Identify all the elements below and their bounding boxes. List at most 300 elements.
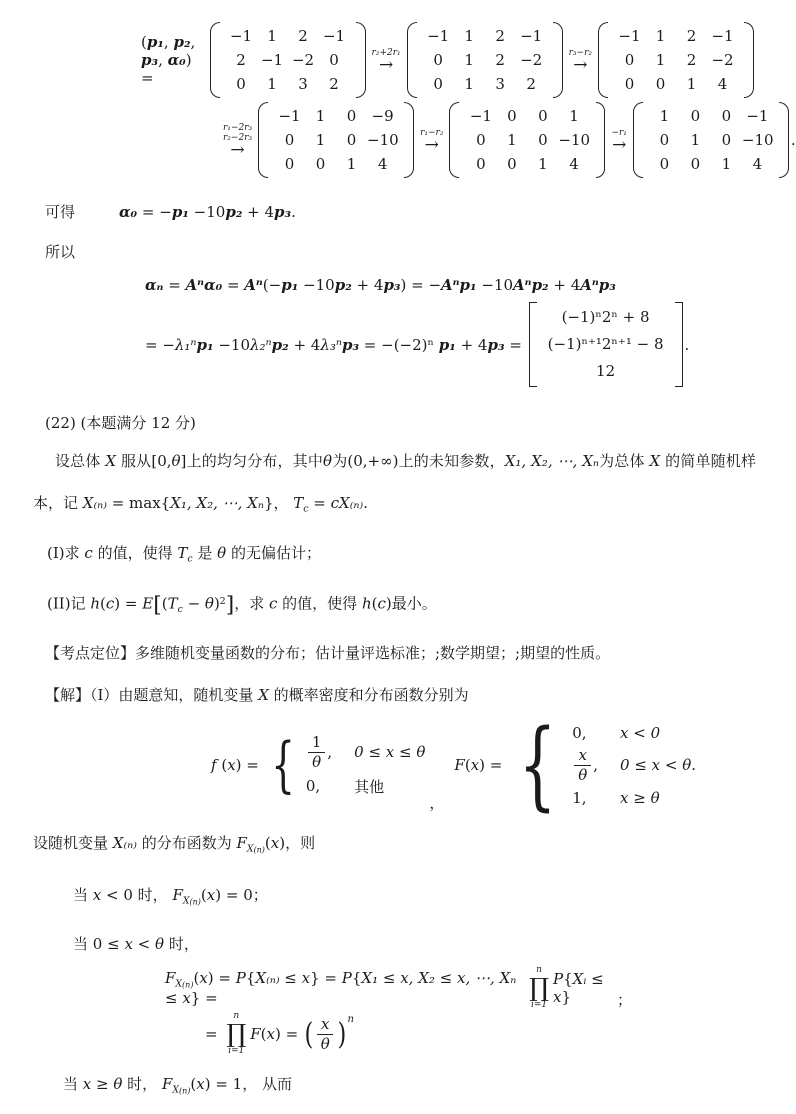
row-op-label: −r₁ (611, 127, 627, 138)
matrix-cell: 2 (495, 51, 505, 69)
arrow-icon: → (573, 54, 588, 75)
text-token: ) (385, 594, 392, 613)
text-token: p₂ (225, 203, 243, 221)
text-token: p₁ (459, 276, 477, 294)
matrix-cell: 0 (721, 107, 732, 125)
cdf-case-2-value (572, 747, 598, 784)
row-op-arrow-4 (420, 128, 443, 153)
right-bracket (675, 302, 683, 387)
product-upper-limit: n (233, 1011, 240, 1022)
text-token: ) = (479, 756, 508, 775)
arrow-icon: → (424, 134, 439, 155)
text-token: ) = (235, 756, 264, 775)
matrix-cell: 1 (267, 75, 277, 93)
big-left-paren: ( (304, 1016, 314, 1052)
text-token: P (235, 968, 246, 987)
text-token: p₃ (383, 276, 401, 294)
text-token: 服从 (116, 452, 152, 470)
product-symbol: ∏ (529, 973, 550, 1003)
right-paren (553, 22, 563, 98)
matrix-cell: 1 (464, 75, 474, 93)
text-token: − (182, 594, 205, 613)
left-brace: { (270, 730, 295, 801)
vector-grid (537, 302, 675, 387)
text-token: + 4 (548, 276, 581, 294)
fraction-1-over-theta (308, 734, 326, 771)
text-token: F (236, 834, 247, 853)
suoyi-label: 所以 (45, 243, 76, 261)
text-token: α₀ (119, 203, 138, 221)
matrix-cell: −9 (371, 107, 394, 125)
matrix-cell: 0 (721, 131, 732, 149)
matrix-cell: 0 (476, 131, 486, 149)
text-token: θ (217, 544, 227, 563)
fraction-x-over-theta (317, 1016, 334, 1053)
matrix-cell: 0 (236, 75, 246, 93)
cdf-function-name (454, 756, 507, 774)
text-token: f (211, 756, 217, 775)
text-token: X₁ ≤ x, X₂ ≤ x, ⋯, Xₙ ≤ x (165, 968, 522, 1008)
matrix-cell: 0 (624, 75, 635, 93)
matrix-cell: −2 (291, 51, 315, 69)
text-token: 设随机变量 (33, 834, 113, 853)
matrix-cell: 2 (236, 51, 246, 69)
matrix-cell: 2 (298, 27, 308, 45)
piecewise-definitions (211, 709, 756, 822)
text-token: 记 (70, 594, 91, 613)
text-token: α₀ (204, 276, 223, 294)
solution-intro-line (45, 683, 756, 707)
matrix-cell: 1 (464, 27, 474, 45)
matrix-cell: 2 (686, 51, 697, 69)
text-token: (n) (253, 845, 265, 855)
text-token: x (196, 1075, 205, 1094)
matrix-2-grid (418, 22, 552, 98)
line-end-semicolon: ； (616, 991, 632, 1010)
text-token: , (158, 51, 168, 69)
text-token: ) = (207, 968, 236, 987)
text-token: ( (193, 968, 200, 987)
matrix-cell: (−1)ⁿ2ⁿ + 8 (561, 308, 650, 326)
matrix-3 (598, 22, 754, 98)
matrix-equation-line-1 (141, 22, 756, 98)
text-token: ] (180, 452, 187, 470)
matrix-cell: −1 (427, 27, 450, 45)
matrix-4-grid (269, 102, 403, 178)
text-token: −10 (476, 276, 514, 294)
text-token: (II) (47, 594, 71, 613)
text-token: h (90, 594, 101, 613)
text-token: p₁ (196, 335, 214, 354)
right-paren (596, 102, 606, 178)
text-token: { (245, 968, 256, 987)
row-op-arrow-2 (569, 48, 592, 73)
text-token: 的无偏估计； (226, 544, 321, 563)
right-paren (744, 22, 754, 98)
matrix-cell: 0 (284, 155, 295, 173)
text-token: } (263, 494, 274, 512)
text-token: 为总体 (598, 452, 650, 470)
text-token: p₃ (341, 335, 360, 354)
text-token: 0 ≤ (92, 935, 125, 954)
row-op-label: r₂+2r₁ (371, 47, 401, 58)
text-token: x (301, 968, 311, 987)
kede-label: 可得 (45, 203, 76, 221)
text-token: 上的均匀分布，其中 (186, 452, 323, 470)
matrix-cell: 1 (569, 107, 579, 125)
matrix-cell: 2 (686, 27, 697, 45)
text-token: 时， (137, 885, 173, 904)
matrix-cell: 3 (298, 75, 308, 93)
text-token: p₁ (438, 335, 456, 354)
text-token: + 4 (455, 335, 488, 354)
text-token: X (246, 843, 254, 855)
text-token: = max (106, 494, 161, 512)
text-token: x (82, 1075, 92, 1094)
matrix-cell: 1 (690, 131, 701, 149)
text-token: ) (213, 594, 220, 613)
text-token: + 4 (242, 203, 275, 221)
matrix-cell: 0 (659, 155, 670, 173)
period: . (684, 335, 690, 354)
arrow-icon: → (612, 134, 627, 155)
text-token: 的值，使得 (92, 544, 178, 563)
text-token: . (291, 203, 296, 221)
right-paren (779, 102, 789, 178)
text-token: 时， (122, 1075, 162, 1094)
matrix-cell: 4 (717, 75, 728, 93)
text-token: X (649, 452, 661, 470)
numerator: x (574, 747, 590, 766)
text-token: c (377, 594, 386, 613)
text-token: X (105, 452, 117, 470)
product-operator (226, 1012, 246, 1056)
text-token: F (250, 1025, 261, 1044)
text-token: 的概率密度和分布函数分别为 (268, 686, 469, 705)
text-token: 【解】（I）由题意知，随机变量 (45, 686, 259, 705)
text-token: x (92, 885, 102, 904)
matrix-cell: 1 (686, 75, 697, 93)
matrix-cell: 1 (659, 107, 670, 125)
matrix-cell: −1 (278, 107, 301, 125)
text-token: ； (252, 885, 268, 904)
text-token: { (351, 968, 362, 987)
matrix-cell: 12 (596, 362, 616, 380)
text-token: P (341, 968, 352, 987)
text-token: x (199, 968, 208, 987)
text-token: = − (137, 203, 172, 221)
text-token: ) = (141, 51, 197, 87)
text-token: (n) (182, 980, 194, 990)
text-token: ≤ (279, 968, 302, 987)
left-brace: { (518, 709, 557, 822)
cdf-case-2-condition: 0 ≤ x < θ. (620, 756, 697, 775)
matrix-cell: 1 (538, 155, 548, 173)
text-token: X (172, 1084, 179, 1096)
denominator: θ (312, 752, 322, 771)
matrix-cell: −1 (469, 107, 492, 125)
matrix-cell: 0 (346, 107, 357, 125)
text-token: ] (225, 591, 235, 617)
row-op-label: r₂−2r₃ (223, 132, 253, 143)
matrix-cell: 0 (346, 131, 357, 149)
cdf-case-1-condition: x < 0 (620, 723, 661, 742)
left-paren (258, 102, 268, 178)
text-token: 是 (192, 544, 218, 563)
density-function-name (211, 756, 264, 774)
cdf-product-equation-line-2 (205, 1012, 756, 1056)
fraction-x-over-theta (574, 747, 591, 784)
text-token: [ (153, 591, 162, 617)
text-token: 本，记 (33, 494, 83, 512)
matrix-cell: 0 (538, 131, 548, 149)
big-right-paren: ) (337, 1016, 346, 1052)
matrix-3-grid (609, 22, 743, 98)
matrix-1 (210, 22, 366, 98)
text-token: , (190, 33, 201, 51)
matrix-cell: 0 (507, 107, 517, 125)
text-token: θ (323, 452, 333, 470)
text-token: Aⁿ (441, 276, 460, 294)
right-paren (404, 102, 414, 178)
matrix-cell: 4 (377, 155, 388, 173)
text-token: 当 (63, 1075, 83, 1094)
text-token: 2 (219, 595, 226, 607)
left-paren (407, 22, 417, 98)
text-token: X (182, 895, 190, 907)
matrix-cell: −2 (711, 51, 734, 69)
text-token: E (142, 594, 154, 613)
matrix-6-grid (644, 102, 778, 178)
text-token: ) = − (400, 276, 442, 294)
text-token: } (561, 988, 572, 1007)
alpha-n-equation-line-2 (145, 302, 756, 387)
matrix-cell: −1 (260, 51, 284, 69)
product-upper-limit: n (536, 965, 542, 976)
text-token: T (293, 494, 304, 512)
cdf-case-3-value: 1, (572, 788, 587, 807)
arrow-icon: → (378, 54, 394, 75)
numerator: 1 (308, 734, 326, 753)
cdf-equation-left (165, 969, 525, 1007)
matrix-cell: 1 (655, 27, 666, 45)
text-token: c (177, 603, 183, 615)
text-token: p₃ (598, 276, 616, 294)
text-token: θ (171, 452, 181, 470)
cdf-cases (572, 724, 696, 807)
case-x-ge-theta (63, 1072, 756, 1103)
text-token: X₁, X₂, ⋯, Xₙ (504, 452, 599, 470)
text-token: −10 (188, 203, 226, 221)
matrix-cell: −1 (618, 27, 641, 45)
matrix-cell: 1 (464, 51, 474, 69)
text-token: } = (190, 989, 223, 1008)
matrix-cell: 0 (284, 131, 295, 149)
text-token: = (308, 494, 331, 512)
text-token: F (172, 885, 183, 904)
text-token: p₁ (171, 203, 189, 221)
text-token: = (504, 335, 527, 354)
matrix-cell: 0 (329, 51, 339, 69)
comma: , (327, 743, 333, 762)
denominator: θ (578, 765, 588, 784)
text-token: −10 (213, 335, 251, 354)
matrix-cell: 1 (507, 131, 517, 149)
text-token: αₙ (145, 276, 164, 294)
text-token: 为 (332, 452, 348, 470)
problem-setup-line-2 (33, 491, 756, 521)
text-token: 当 (73, 885, 93, 904)
text-token: (0,+∞) (347, 452, 399, 470)
text-token: c (269, 594, 278, 613)
text-token: (− (262, 276, 282, 294)
text-token: 求 (64, 544, 85, 563)
matrix-cell: 3 (495, 75, 505, 93)
text-token: ， (273, 494, 294, 512)
text-token: x (227, 756, 236, 775)
matrix-cell: −1 (711, 27, 734, 45)
row-op-arrow-5 (611, 128, 626, 153)
matrix-cell: 0 (624, 51, 635, 69)
matrix-cell: 0 (538, 107, 548, 125)
matrix-cell: 4 (569, 155, 579, 173)
kede-line (45, 200, 756, 224)
text-token: F (454, 756, 465, 775)
text-token: θ (113, 1075, 123, 1094)
matrix-cell: −1 (322, 27, 346, 45)
row-op-label: r₁−r₂ (420, 127, 444, 138)
text-token: = (222, 276, 245, 294)
case-0-le-x-lt-theta (73, 932, 756, 956)
product-symbol: ∏ (226, 1019, 247, 1049)
text-token: X₁, X₂, ⋯, Xₙ (170, 494, 264, 512)
matrix-cell: 1 (315, 131, 326, 149)
matrix-cell: −2 (520, 51, 543, 69)
text-token: 当 (73, 935, 93, 954)
matrix-cell: 0 (433, 51, 443, 69)
text-token: ( (190, 1075, 197, 1094)
period: . (790, 131, 796, 149)
text-token: X₍ₙ₎ (82, 494, 107, 512)
arrow-icon: → (230, 139, 245, 160)
text-token: ( (141, 33, 147, 51)
matrix-cell: 0 (659, 131, 670, 149)
text-token: λ₂ⁿ (250, 335, 272, 354)
text-token: 的分布函数为 (136, 834, 237, 853)
text-token: x (124, 935, 133, 954)
text-token: ( (161, 594, 168, 613)
equals-sign (205, 1025, 222, 1043)
product-lower-limit: i=1 (228, 1046, 245, 1057)
cdf-case-3-condition: x ≥ θ (620, 788, 660, 807)
text-token: Aⁿ (244, 276, 263, 294)
text-token: ，求 (234, 594, 269, 613)
cdf-of-x (250, 1025, 303, 1043)
text-token: + 4 (351, 276, 384, 294)
text-token: . (363, 494, 368, 512)
text-token: c (187, 553, 193, 565)
text-token: 最小。 (391, 594, 437, 613)
text-token: p₃ (487, 335, 505, 354)
text-token: + 4 (288, 335, 321, 354)
text-token: p₂ (271, 335, 289, 354)
matrix-cell: 2 (526, 75, 536, 93)
matrix-cell: 1 (721, 155, 732, 173)
text-token: cX₍ₙ₎ (330, 494, 364, 512)
density-cases (306, 734, 426, 797)
suoyi-line (45, 240, 756, 264)
matrix-cell: −1 (229, 27, 253, 45)
text-token: (n) (189, 897, 201, 907)
left-paren (633, 102, 643, 178)
text-token: x (270, 834, 280, 853)
left-bracket (529, 302, 537, 387)
text-token: θ (204, 594, 214, 613)
text-token: < 0 (101, 885, 138, 904)
left-paren (449, 102, 459, 178)
text-token: = − (145, 335, 175, 354)
text-token: (n) (178, 1086, 191, 1096)
matrix-5-grid (460, 102, 594, 178)
text-token: p₂ (334, 276, 352, 294)
matrix-cell: 0 (315, 155, 326, 173)
matrix-cell: 1 (267, 27, 277, 45)
density-case-1-value (306, 734, 332, 771)
product-operator (529, 966, 549, 1010)
text-token: Aⁿ (185, 276, 205, 294)
case-x-less-0 (73, 883, 756, 914)
text-token: α₀ (167, 51, 186, 69)
text-token: ( (464, 756, 471, 775)
row-op-arrow-3 (223, 123, 252, 158)
text-token: c (105, 594, 115, 613)
text-token: ≥ (91, 1075, 114, 1094)
left-paren (210, 22, 220, 98)
right-paren (356, 22, 366, 98)
text-token: λ₁ⁿ (174, 335, 197, 354)
text-token: 设总体 (55, 452, 106, 470)
problem-22-header: (22) (本题满分 12 分) (45, 414, 196, 432)
text-token: ( (264, 834, 271, 853)
matrix-cell: 0 (507, 155, 517, 173)
separator-comma: ， (429, 794, 445, 813)
text-token: −10 (298, 276, 335, 294)
text-token: h (361, 594, 372, 613)
text-token: F (165, 968, 176, 987)
density-case-2-condition: 其他 (354, 777, 385, 796)
density-case-2-value: 0, (305, 777, 321, 796)
row-op-arrow-1 (372, 48, 401, 73)
result-column-vector (529, 302, 683, 387)
text-token: 的简单随机样 (660, 452, 756, 470)
alpha-n-equation-line-1 (145, 276, 756, 294)
left-paren (598, 22, 608, 98)
text-token: p₂ (173, 33, 191, 51)
matrix-2 (407, 22, 563, 98)
text-token: x (206, 885, 216, 904)
distribution-function-line (33, 831, 756, 862)
text-token: { (563, 970, 573, 989)
text-token: p₃ (141, 51, 159, 69)
text-token: 上的未知参数， (398, 452, 505, 470)
matrix-cell: 1 (315, 107, 326, 125)
comma: , (593, 756, 599, 775)
text-token: ( (100, 594, 106, 613)
text-token: ( (260, 1025, 267, 1044)
text-token: ) = 1 (204, 1075, 243, 1094)
text-token: c (303, 503, 309, 515)
text-token: p₂ (531, 276, 549, 294)
